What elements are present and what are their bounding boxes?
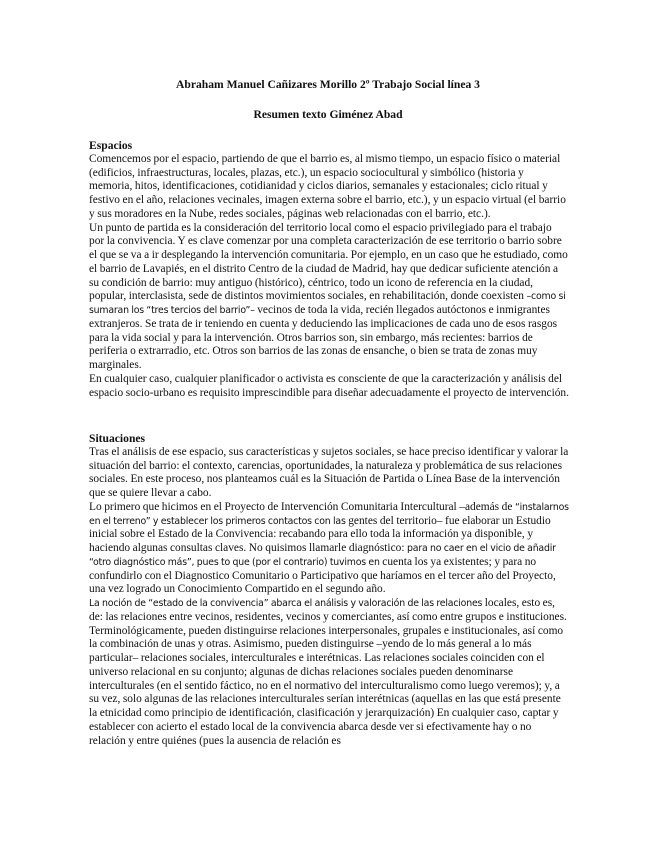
paragraph-text-alt-font: –como si sumaran los “tres tercios del barrio”– — [89, 291, 566, 316]
paragraph-text: locales, esto es, de: las relaciones entre vecinos, residentes, vecinos y comerciantes, así como entre grupos e instituciones. Terminológicamente, pueden distinguirse relaciones interpersonales, grupales e institucionales, así como la combinación de unas y otras. Asimismo, pueden distinguirse –yendo de lo más general a lo más particular– relaciones sociales, interculturales e interétnicas. Las relaciones sociales coinciden con el universo relacional en su conjunto; algunas de dichas relaciones sociales pueden denominarse interculturales (en el sentido fáctico, no en el normativo del interculturalismo como luego veremos); y, a su vez, solo algunas de las relaciones interculturales serían interétnicas (aquellas en las que está presente la etnicidad como principio de identificación, clasificación y jerarquización) En cualquier caso, captar y establecer con acierto el estado local de la convivencia abarca desde ver si efectivamente hay o no relación y entre quiénes (pues la ausencia de relación es — [89, 597, 567, 747]
paragraph — [89, 501, 569, 597]
paragraph-text-alt-font: “instalarnos en el terreno” y establecer los primeros contactos con las — [89, 501, 569, 527]
section-situaciones — [89, 432, 569, 748]
section-heading: Situaciones — [89, 432, 146, 445]
paragraph: En cualquier caso, cualquier planificador o activista es consciente de que la caracterización y análisis del espacio socio-urbano es requisito imprescindible para diseñar adecuadamente el proyecto de intervención. — [89, 372, 569, 399]
paragraph — [89, 597, 569, 748]
document-subtitle: Resumen texto Giménez Abad — [253, 108, 403, 121]
paragraph-text: Un punto de partida es la consideración del territorio local como el espacio privilegiado para el trabajo por la convivencia. Y es clave comenzar por una completa caracterización de ese territorio o barrio sobre el que se va a ir desplegando la intervención comunitaria. Por ejemplo, en un caso que he estudiado, como el barrio de Lavapiés, en el distrito Centro de la ciudad de Madrid, hay que dedicar suficiente atención a su condición de barrio: muy antiguo (histórico), céntrico, todo un icono de referencia en la ciudad, popular, interclasista, sede de distintos movimientos sociales, en rehabilitación, donde coexisten — [89, 221, 568, 303]
paragraph — [89, 222, 569, 373]
paragraph: Tras el análisis de ese espacio, sus características y sujetos sociales, se hace preciso identificar y valorar la situación del barrio: el contexto, carencias, oportunidades, la naturaleza y problemática de sus relaciones sociales. En este proceso, nos planteamos cuál es la Situación de Partida o Línea Base de la intervención que se quiere llevar a cabo. — [89, 445, 569, 499]
paragraph-text: vecinos de toda la vida, recién llegados autóctonos e inmigrantes extranjeros. Se trata de ir teniendo en cuenta y deduciendo las implicaciones de cada uno de esos rasgos para la vida social y para la intervención. Otros barrios son, sin embargo, más recientes: barrios de periferia o extrarradio, etc. Otros son barrios de las zonas de ensanche, o bien se trata de zonas muy marginales. — [89, 304, 558, 371]
paragraph-text: cuenta los ya existentes; y para no confundirlo con el Diagnostico Comunitario o Participativo que haríamos en el tercer año del Proyecto, una vez logrado un Conocimiento Compartido en el segundo año. — [89, 555, 556, 596]
author-header: Abraham Manuel Cañizares Morillo 2º Trabajo Social línea 3 — [176, 78, 480, 91]
paragraph-text-alt-font: La noción de “estado de la convivencia” abarca el análisis y valoración de las relaciones — [89, 598, 483, 609]
paragraph: Comencemos por el espacio, partiendo de que el barrio es, al mismo tiempo, un espacio físico o material (edificios, infraestructuras, locales, plazas, etc.), un espacio sociocultural y simbólico (historia y memoria, hitos, identificaciones, cotidianidad y ciclos diarios, semanales y estacionales; ciclo ritual y festivo en el año, relaciones vecinales, imagen externa sobre el barrio, etc.), y un espacio virtual (el barrio y sus moradores en la Nube, redes sociales, páginas web relacionadas con el barrio, etc.). — [89, 152, 566, 220]
paragraph-text: Lo primero que hicimos en el Proyecto de Intervención Comunitaria Intercultural –además de — [89, 500, 515, 513]
section-espacios — [89, 139, 569, 400]
section-heading: Espacios — [89, 139, 133, 152]
paragraph-text: gentes del territorio– fue elaborar un Estudio inicial sobre el Estado de la Convivencia: recabando para ello toda la información ya disponible, y haciendo algunas consultas claves. No quisimos llamarle diagnóstico: — [89, 514, 551, 554]
paragraph-text-alt-font: para no caer en el vicio de añadir “otro diagnóstico más”, pues to que (por el contrario) tuvimos en — [89, 543, 556, 568]
